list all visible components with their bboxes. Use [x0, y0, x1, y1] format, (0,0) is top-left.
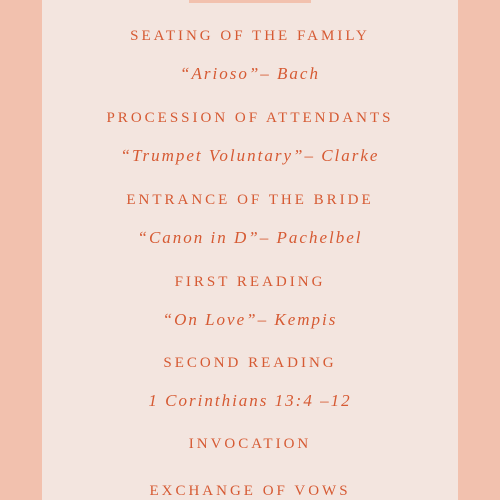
program-item-entrance [42, 191, 458, 248]
program-item-procession [42, 109, 458, 166]
program-item-vows [42, 482, 458, 500]
music-piece: “Canon in D”– Pachelbel [137, 228, 363, 247]
section-heading: SEATING OF THE FAMILY [130, 28, 370, 44]
section-heading: INVOCATION [188, 436, 312, 452]
program-item-first-reading [42, 273, 458, 330]
section-heading: SECOND READING [163, 355, 337, 371]
section-heading: FIRST READING [174, 274, 326, 290]
section-heading: ENTRANCE OF THE BRIDE [126, 192, 374, 208]
reading-piece: “On Love”– Kempis [162, 310, 338, 329]
section-heading: PROCESSION OF ATTENDANTS [106, 110, 394, 126]
program-item-second-reading [42, 354, 458, 411]
reading-piece: 1 Corinthians 13:4 –12 [148, 391, 352, 410]
program-item-invocation [42, 435, 458, 453]
top-tab [189, 0, 311, 3]
program-card [42, 0, 458, 500]
music-piece: “Arioso”– Bach [180, 64, 320, 83]
program-item-seating [42, 27, 458, 84]
section-heading: EXCHANGE OF VOWS [149, 483, 351, 499]
music-piece: “Trumpet Voluntary”– Clarke [120, 146, 380, 165]
